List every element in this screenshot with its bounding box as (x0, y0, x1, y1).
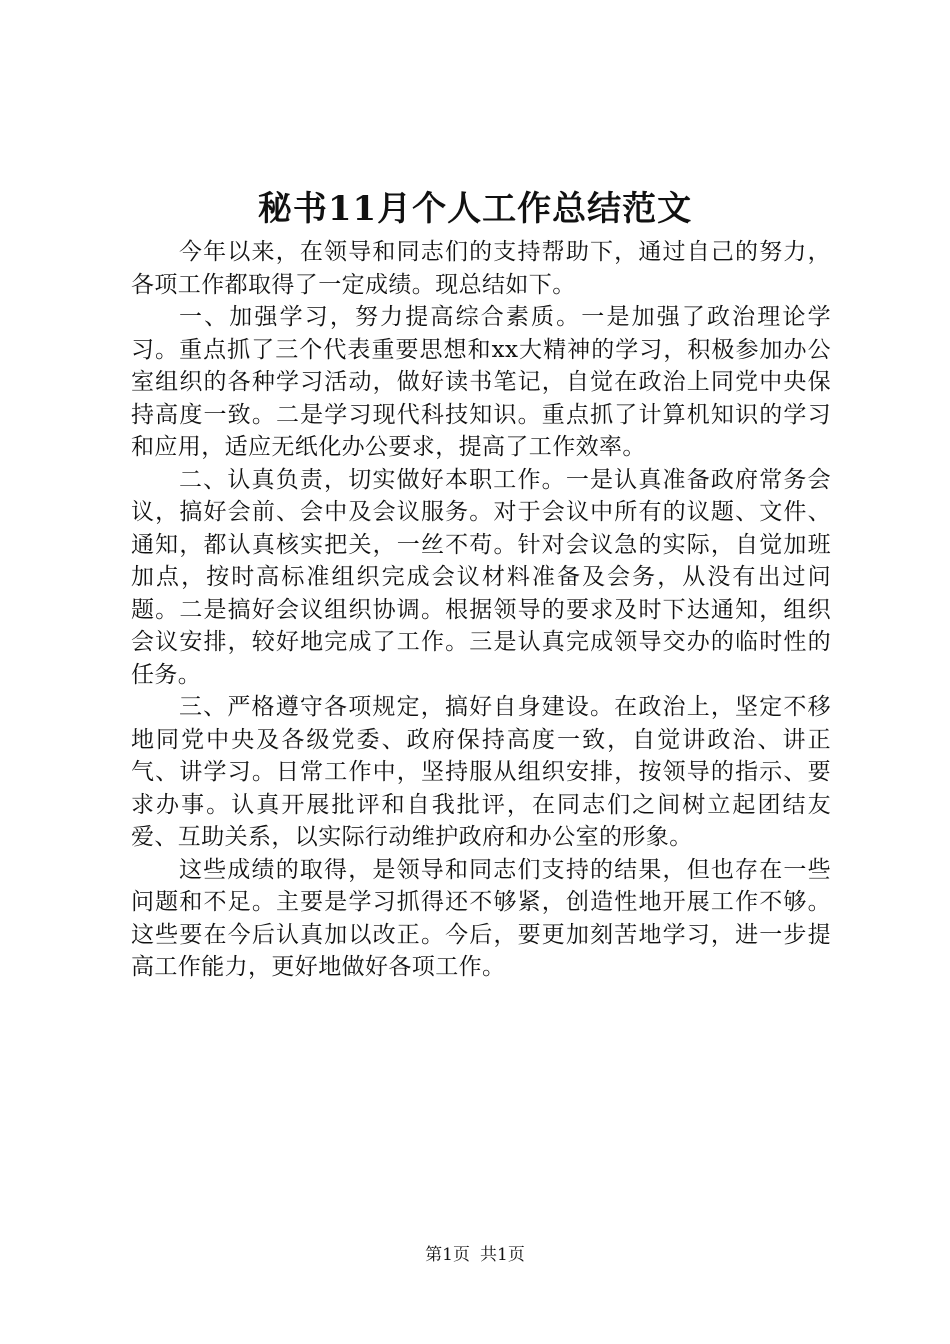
document-title: 秘书11月个人工作总结范文 (257, 189, 693, 229)
paragraph-intro: 今年以来，在领导和同志们的支持帮助下，通过自己的努力，各项工作都取得了一定成绩。现总结如下。 (131, 239, 831, 298)
paragraph-duties: 二、认真负责，切实做好本职工作。一是认真准备政府常务会议，搞好会前、会中及会议服务。对于会议中所有的议题、文件、通知，都认真核实把关，一丝不苟。针对会议急的实际，自觉加班加点，按时高标准组织完成会议材料准备及会务，从没有出过问题。二是搞好会议组织协调。根据领导的要求及时下达通知，组织会议安排，较好地完成了工作。三是认真完成领导交办的临时性的任务。 (131, 466, 831, 688)
page-number: 第1页 (425, 1245, 470, 1265)
page-footer (0, 1244, 950, 1266)
paragraph-study: 一、加强学习，努力提高综合素质。一是加强了政治理论学习。重点抓了三个代表重要思想和xx大精神的学习，积极参加办公室组织的各种学习活动，做好读书笔记，自觉在政治上同党中央保持高度一致。二是学习现代科技知识。重点抓了计算机知识的学习和应用，适应无纸化办公要求，提高了工作效率。 (131, 304, 831, 460)
paragraph-discipline: 三、严格遵守各项规定，搞好自身建设。在政治上，坚定不移地同党中央及各级党委、政府保持高度一致，自觉讲政治、讲正气、讲学习。日常工作中，坚持服从组织安排，按领导的指示、要求办事。认真开展批评和自我批评，在同志们之间树立起团结友爱、互助关系，以实际行动维护政府和办公室的形象。 (131, 694, 831, 850)
paragraph-conclusion: 这些成绩的取得，是领导和同志们支持的结果，但也存在一些问题和不足。主要是学习抓得还不够紧，创造性地开展工作不够。这些要在今后认真加以改正。今后，要更加刻苦地学习，进一步提高工作能力，更好地做好各项工作。 (131, 856, 831, 980)
document-body (131, 236, 831, 984)
page-total: 共1页 (480, 1245, 525, 1265)
